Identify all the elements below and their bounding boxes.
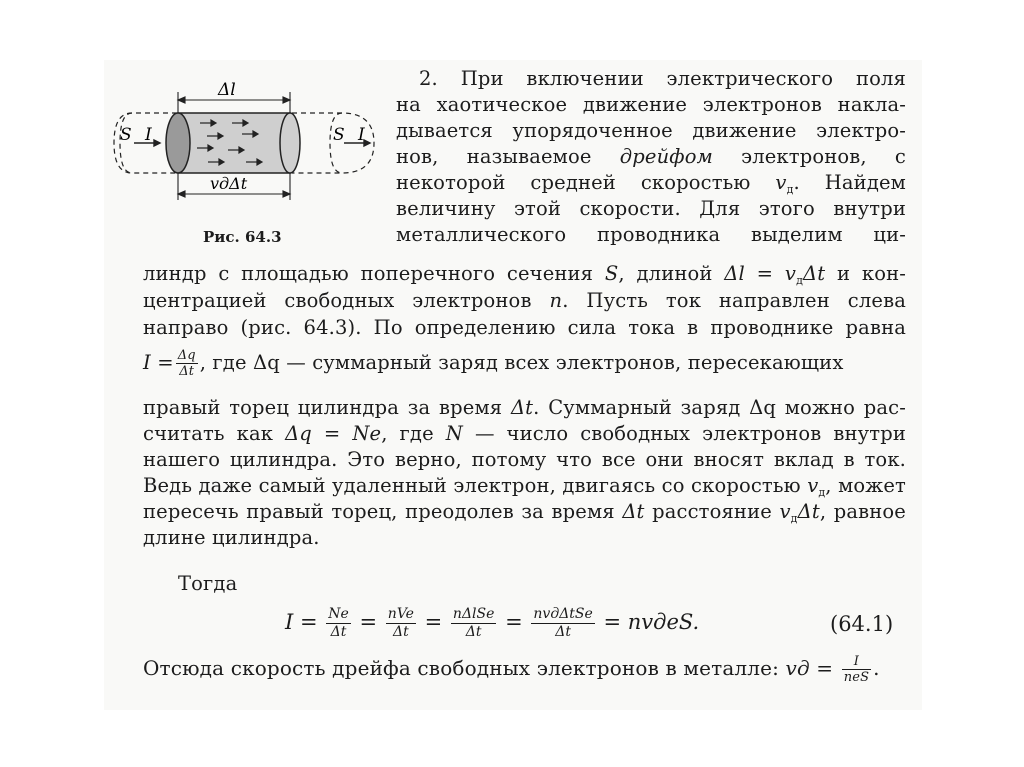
text-line-2: на хаотическое движение электронов накла-: [396, 93, 906, 116]
fraction-2: $\frac{\text{nVe}}{\Delta t}$: [387, 606, 414, 640]
label-vd-delta-t: vдΔt: [210, 174, 248, 193]
label-i-right: I: [358, 125, 365, 145]
text-line-13: считать как Δq = Ne, где N — число свободных электронов внутри: [143, 422, 906, 445]
text-line-11: I = $\frac{\Delta q}{\Delta t}$ , где Δq — суммарный заряд всех электронов, пересекающих: [143, 348, 844, 379]
equation-64-1: I = $\frac{Ne}{\Delta t}$ = $\frac{\text{nVe}}{\Delta t}$ = $\frac{\text{nΔlSe}}{\Delta t}$ = $\frac{\text{nvдΔtSe}}{\Delta t}$ = nvдeS.: [285, 606, 700, 640]
text-line-7: металлического проводника выделим ци-: [396, 223, 906, 246]
text-line-16: пересечь правый торец, преодолев за время Δt расстояние $v_д\Delta t$, равное: [143, 500, 906, 525]
label-s-left: S: [120, 125, 132, 145]
text-line-12: правый торец цилиндра за время Δt. Суммарный заряд Δq можно рас-: [143, 396, 906, 419]
text-line-14: нашего цилиндра. Это верно, потому что все они вносят вклад в ток.: [143, 448, 906, 471]
then-label: Тогда: [178, 572, 238, 595]
fraction-i-definition: $\frac{\Delta q}{\Delta t}$: [177, 348, 196, 379]
fraction-1: $\frac{Ne}{\Delta t}$: [328, 606, 349, 640]
term-drift: дрейфом: [619, 145, 713, 168]
label-s-right: S: [333, 125, 345, 145]
text-line-1: 2. При включении электрического поля: [419, 67, 906, 90]
fraction-drift-speed: $\frac{I}{\text{neS}}$: [843, 654, 870, 685]
conclusion-line: Отсюда скорость дрейфа свободных электронов в металле: vд = $\frac{I}{\text{neS}}$ .: [143, 654, 880, 685]
fraction-4: $\frac{\text{nvдΔtSe}}{\Delta t}$: [533, 606, 593, 640]
figure-64-3: [112, 78, 382, 208]
text-line-9: центрацией свободных электронов n. Пусть ток направлен слева: [143, 289, 906, 312]
text-line-17: длине цилиндра.: [143, 526, 320, 549]
text-line-3: дывается упорядоченное движение электро-: [396, 119, 906, 142]
text-line-15: Ведь даже самый удаленный электрон, двигаясь со скоростью $v_д$, может: [143, 474, 906, 499]
label-delta-l: Δl: [218, 80, 236, 100]
text-line-8: линдр с площадью поперечного сечения S, длиной $\Delta l = v_д\Delta t$ и кон-: [143, 262, 906, 287]
label-i-left: I: [145, 125, 152, 145]
figure-caption: Рис. 64.3: [203, 228, 282, 246]
cylinder-right-face: [280, 113, 300, 173]
text-line-6: величину этой скорости. Для этого внутри: [396, 197, 906, 220]
text-line-10: направо (рис. 64.3). По определению сила тока в проводнике равна: [143, 316, 906, 339]
text-line-5: некоторой средней скоростью $v_д$. Найдем: [396, 171, 906, 196]
fraction-3: $\frac{\text{nΔlSe}}{\Delta t}$: [452, 606, 495, 640]
text-line-4: нов, называемое дрейфом электронов, с: [396, 145, 906, 168]
cylinder-left-face: [166, 113, 190, 173]
equation-number: (64.1): [830, 612, 894, 636]
cylinder-body: [178, 113, 290, 173]
